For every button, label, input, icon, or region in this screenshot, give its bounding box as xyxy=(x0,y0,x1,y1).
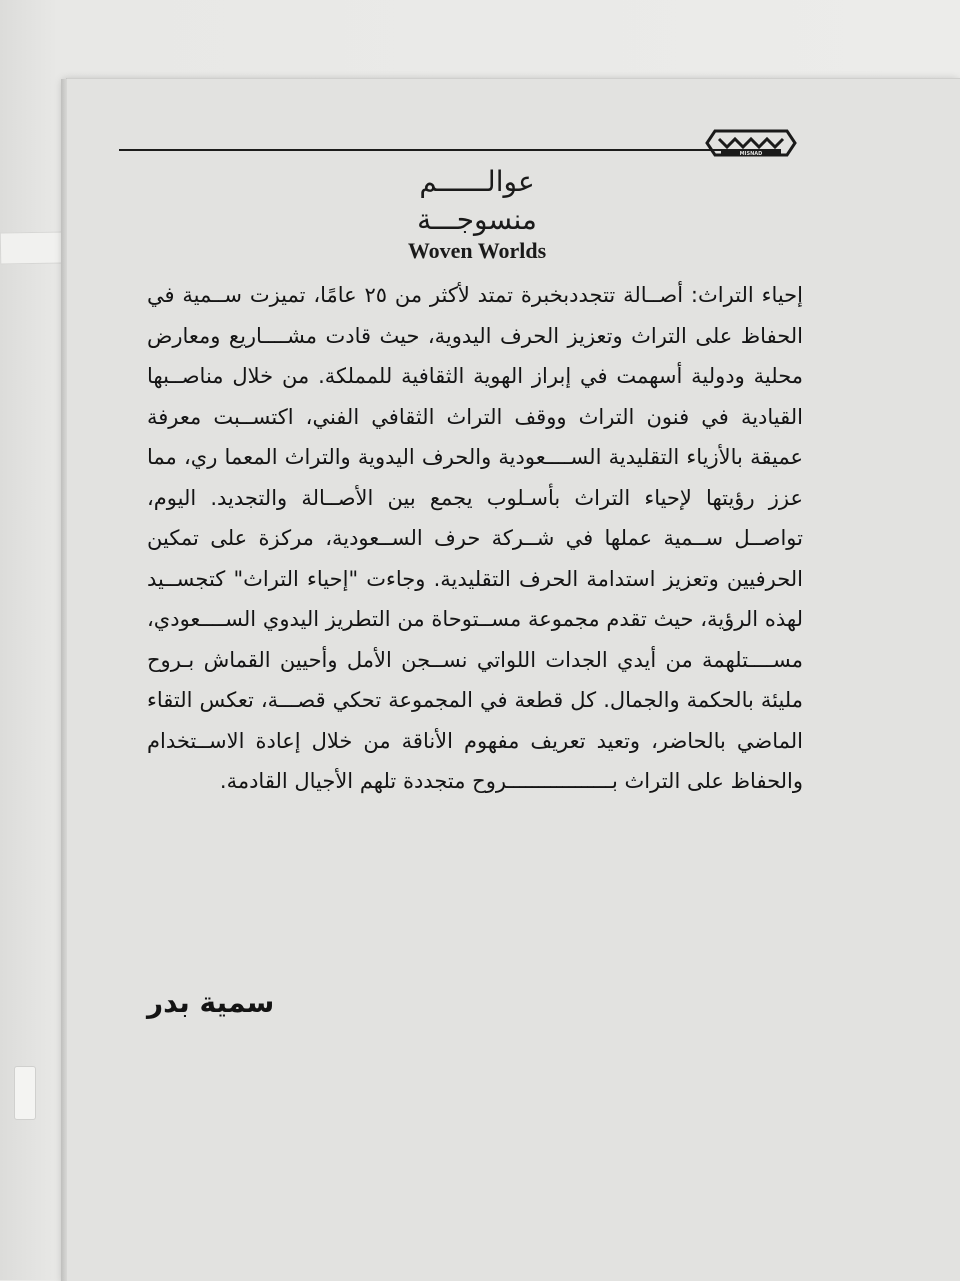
wall-tape xyxy=(0,231,64,264)
exhibition-title xyxy=(367,163,587,265)
artist-signature: سمية بدر xyxy=(147,986,275,1019)
logo-wordmark: MISNAD xyxy=(739,151,763,157)
wall-clip xyxy=(14,1066,36,1120)
exhibition-text-panel xyxy=(66,78,960,1281)
artist-statement: إحياء التراث: أصــالة تتجددبخبرة تمتد لأكثر من ٢٥ عامًا، تميزت ســمية في الحفاظ على التراث وتعزيز الحرف اليدوية، حيث قادت مشــــاريع ومعارض محلية ودولية أسهمت في إبراز الهوية الثقافية للمملكة. من خلال مناصــبها القيادية في فنون التراث ووقف التراث الثقافي الفني، اكتســبت معرفة عميقة بالأزياء التقليدية الســــعودية والحرف اليدوية والتراث المعما ري، مما عزز رؤيتها لإحياء التراث بأسـلوب يجمع بين الأصــالة والتجديد. اليوم، تواصــل ســمية عملها في شــركة حرف الســعودية، مركزة على تمكين الحرفيين وتعزيز استدامة الحرف التقليدية. وجاءت "إحياء التراث" كتجســيد لهذه الرؤية، حيث تقدم مجموعة مســتوحاة من التطريز اليدوي الســــعودي، مســــتلهمة من أيدي الجدات اللواتي نســجن الأمل وأحيين القماش بـروح مليئة بالحكمة والجمال. كل قطعة في المجموعة تحكي قصـــة، تعكس التقاء الماضي بالحاضر، وتعيد تعريف مفهوم الأناقة من خلال إعادة الاســتخدام والحفاظ على التراث بـــــــــــــــــروح متجددة تلهم الأجيال القادمة. xyxy=(147,283,803,793)
misnad-logo-graphic xyxy=(705,123,797,163)
title-arabic-line-1: عوالــــــم xyxy=(419,165,535,198)
title-arabic-line-2: منسوجـــة xyxy=(417,203,537,236)
misnad-logo-icon xyxy=(705,123,797,163)
title-english: Woven Worlds xyxy=(407,238,547,263)
header-rule xyxy=(119,149,767,151)
